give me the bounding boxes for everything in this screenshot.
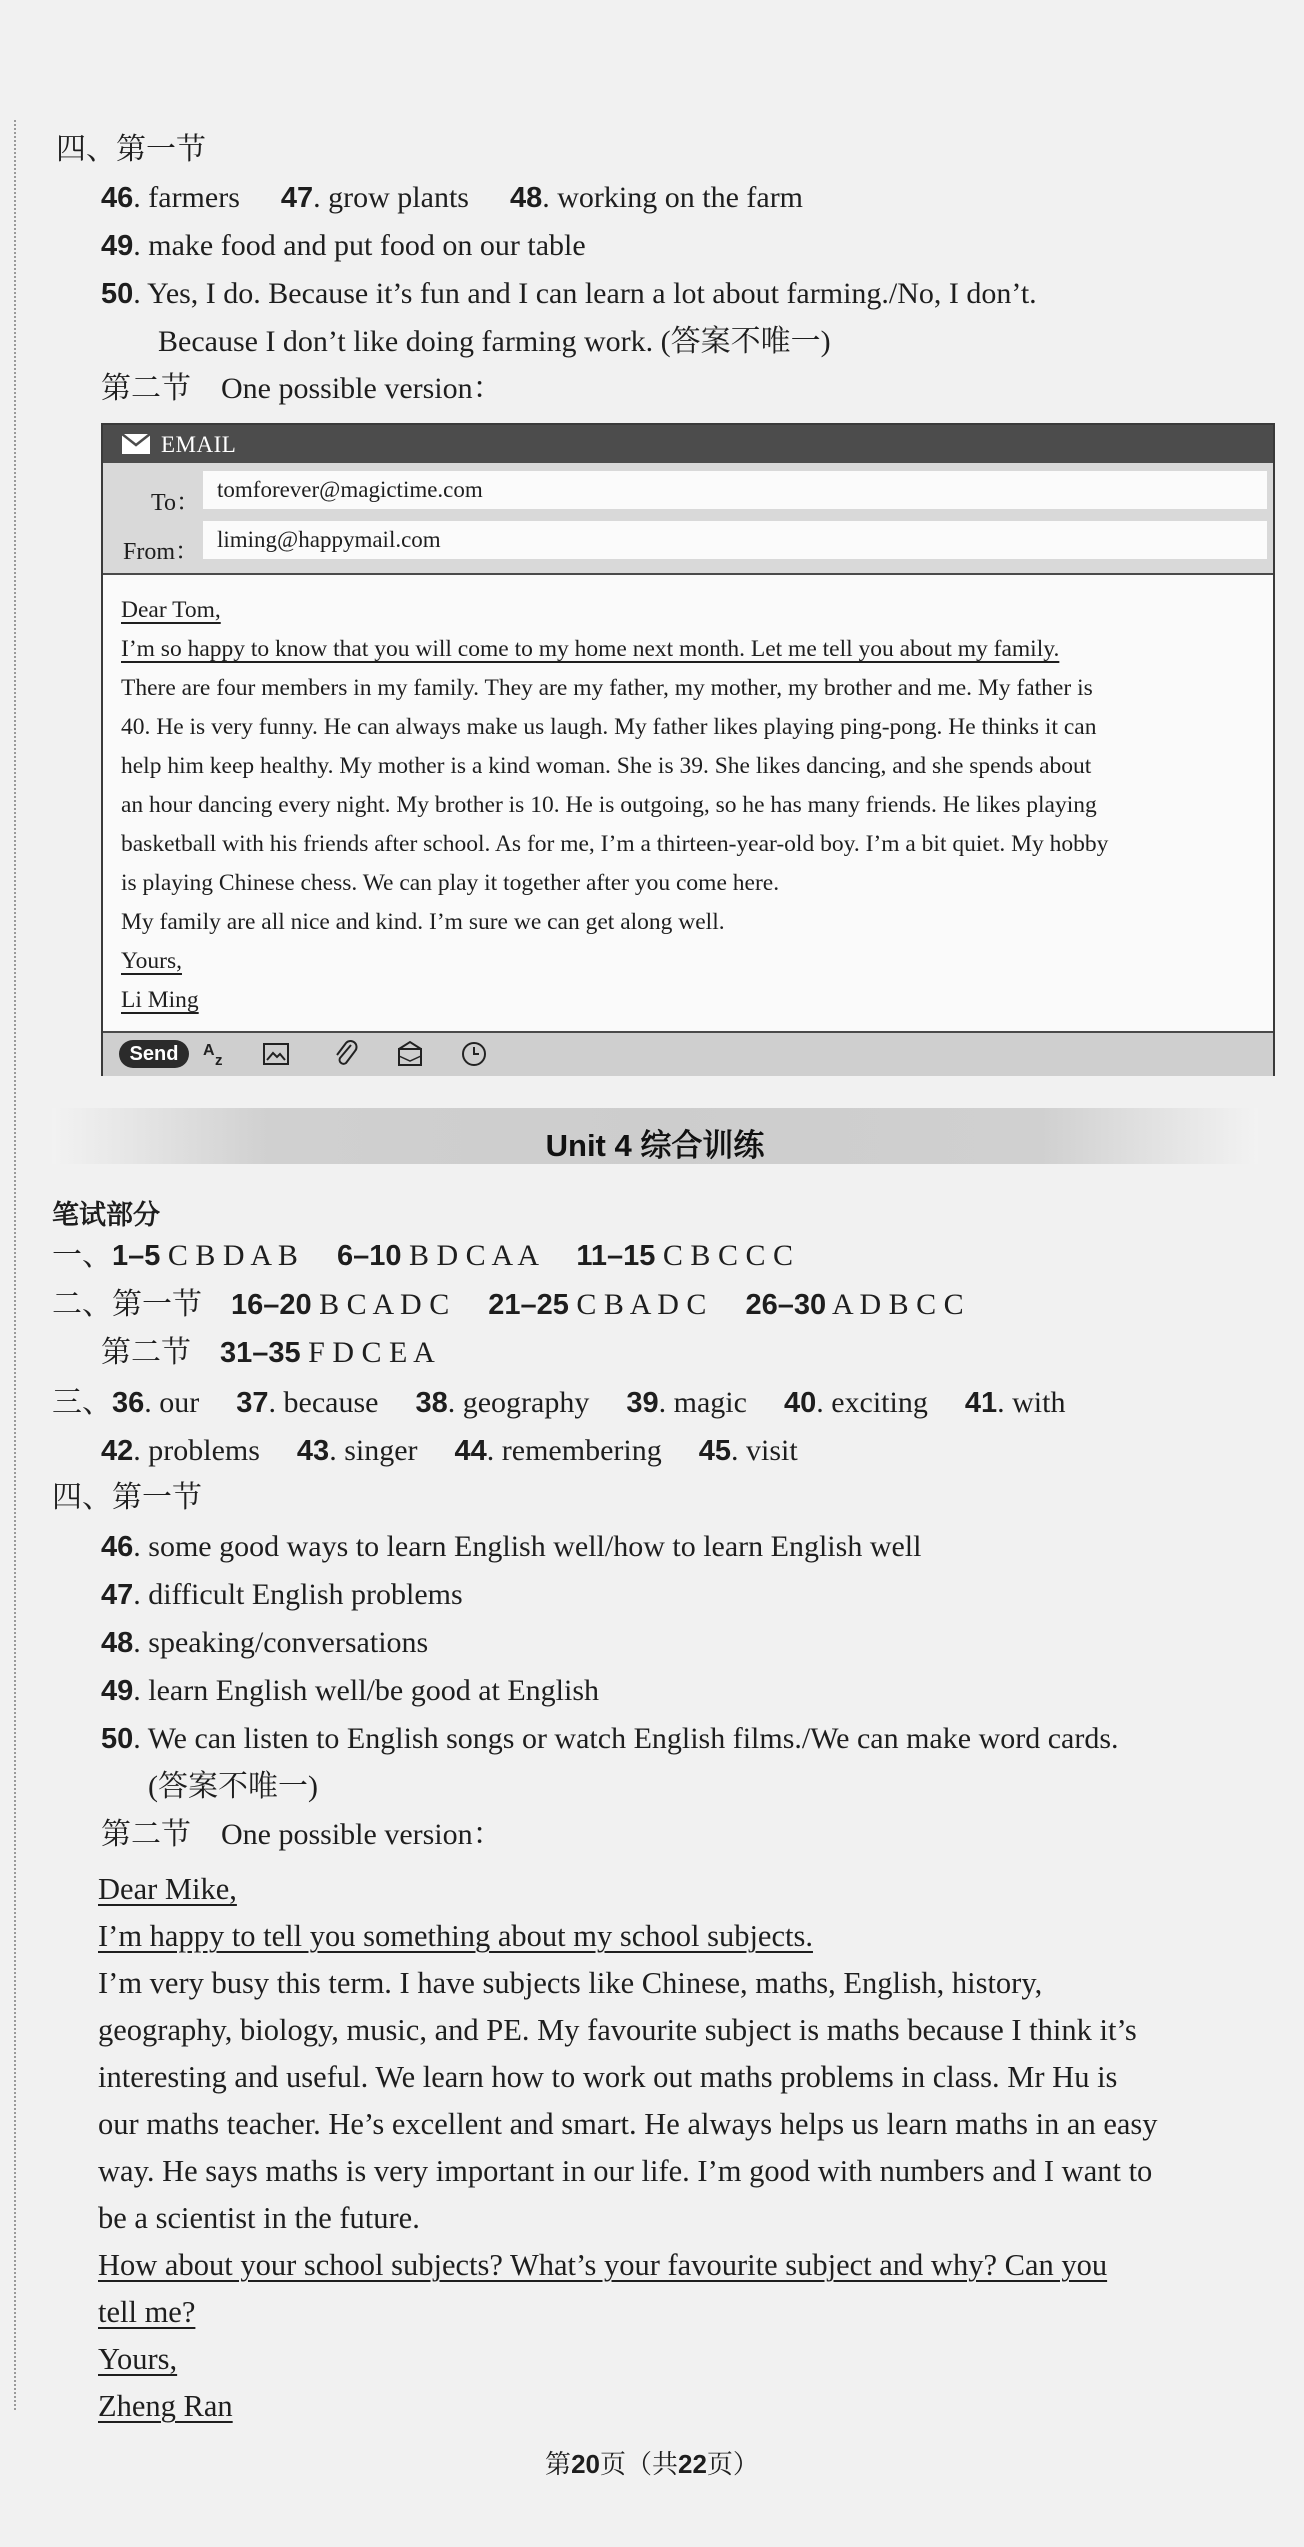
letter-body-line: our maths teacher. He’s excellent and smart. He always helps us learn maths in an easy xyxy=(98,2107,1158,2141)
page-label: 页） xyxy=(706,2450,759,2479)
answer-letters: F D C E A xyxy=(308,1336,435,1369)
unit-title: Unit 4 综合训练 xyxy=(545,1128,765,1163)
answer-text: difficult English problems xyxy=(148,1578,463,1611)
answer-text: Yes, I do. Because it’s fun and I can learn a lot about farming./No, I don’t. xyxy=(147,277,1037,310)
answer-text: make food and put food on our table xyxy=(148,229,586,262)
question-range: 21–25 xyxy=(488,1289,569,1321)
answer-letters: B D C A A xyxy=(408,1239,538,1272)
answer-text: problems xyxy=(148,1434,260,1467)
email-address-fields xyxy=(103,463,1273,573)
from-label: From： xyxy=(123,539,200,565)
binding-margin-dotted-line xyxy=(14,120,16,2410)
email-divider xyxy=(103,573,1273,575)
email-body-line: basketball with his friends after school. As for me, I’m a thirteen-year-old boy. I’m a bit quiet. My hobby xyxy=(121,831,1109,857)
section-4-part1-heading: 四、第一节 xyxy=(56,133,206,166)
answer-text: singer xyxy=(344,1434,418,1467)
drafts-icon[interactable] xyxy=(395,1039,425,1069)
to-label: To： xyxy=(151,490,200,516)
answer-text: exciting xyxy=(831,1386,928,1419)
question-number: 36 xyxy=(112,1387,145,1419)
section-3-answers-row1: 三、36. our 37. because 38. geography 39. magic 40. exciting 41. with xyxy=(52,1386,1066,1419)
sample-letter xyxy=(98,1866,1158,2430)
email-body-line: 40. He is very funny. He can always make us laugh. My father likes playing ping-pong. He thinks it can xyxy=(121,714,1097,740)
email-body-line: is playing Chinese chess. We can play it together after you come here. xyxy=(121,870,780,896)
letter-body-line: be a scientist in the future. xyxy=(98,2201,420,2235)
question-number: 43 xyxy=(296,1435,330,1467)
email-header-label: EMAIL xyxy=(161,432,237,457)
answer-text: our xyxy=(159,1386,200,1419)
question-number: 50 xyxy=(101,1723,134,1755)
email-body-line: help him keep healthy. My mother is a kind woman. She is 39. She likes dancing, and she spends about xyxy=(121,753,1092,779)
section-1-answers xyxy=(52,1241,793,1271)
letter-opening: I’m happy to tell you something about my school subjects. xyxy=(98,1919,813,1953)
question-number: 39 xyxy=(626,1387,659,1419)
letter-body-line: geography, biology, music, and PE. My favourite subject is maths because I think it’s xyxy=(98,2013,1137,2047)
answer-row-49: 49. make food and put food on our table xyxy=(101,229,586,262)
email-body-line: My family are all nice and kind. I’m sure we can get along well. xyxy=(121,909,725,935)
clock-icon[interactable] xyxy=(459,1039,489,1069)
answer-row-50-line1: 50. Yes, I do. Because it’s fun and I can learn a lot about farming./No, I don’t. xyxy=(101,277,1037,310)
answer-text: speaking/conversations xyxy=(148,1626,429,1659)
email-toolbar xyxy=(103,1031,1273,1076)
section-4-part1-heading: 四、第一节 xyxy=(52,1481,202,1514)
section-3-answers-row2: 42. problems 43. singer 44. remembering 45. visit xyxy=(101,1434,798,1467)
total-pages: 22 xyxy=(678,2449,707,2479)
question-number: 37 xyxy=(236,1387,269,1419)
question-number: 47 xyxy=(280,182,314,214)
answer-letters: A D B C C xyxy=(831,1288,964,1321)
question-number: 48 xyxy=(101,1627,134,1659)
email-body-line: an hour dancing every night. My brother is 10. He is outgoing, so he has many friends. He likes playing xyxy=(121,792,1097,818)
answer-text: working on the farm xyxy=(557,181,804,214)
email-greeting: Dear Tom, xyxy=(121,597,221,623)
answer-text: magic xyxy=(673,1386,747,1419)
question-range: 26–30 xyxy=(745,1289,827,1321)
answer-text: We can listen to English songs or watch English films./We can make word cards. xyxy=(147,1722,1119,1755)
section-label: 第二节 xyxy=(101,1336,191,1369)
answer-row-46-48: 46. farmers 47. grow plants 48. working on the farm xyxy=(101,181,804,214)
answer-row-47: 47. difficult English problems xyxy=(101,1578,463,1611)
section-label: 一、 xyxy=(52,1239,112,1272)
letter-greeting: Dear Mike, xyxy=(98,1872,237,1906)
letter-body-line: I’m very busy this term. I have subjects like Chinese, maths, English, history, xyxy=(98,1966,1043,2000)
question-number: 47 xyxy=(101,1579,134,1611)
question-number: 44 xyxy=(454,1435,487,1467)
question-number: 40 xyxy=(783,1387,817,1419)
email-body-line: There are four members in my family. They are my father, my mother, my brother and me. My father is xyxy=(121,675,1093,701)
letter-signature: Zheng Ran xyxy=(98,2389,233,2423)
letter-question: How about your school subjects? What’s your favourite subject and why? Can you xyxy=(98,2248,1108,2282)
answer-text: learn English well/be good at English xyxy=(148,1674,600,1707)
email-window xyxy=(101,423,1275,1076)
email-closing: Yours, xyxy=(121,948,182,974)
question-range: 11–15 xyxy=(576,1240,656,1272)
email-signature: Li Ming xyxy=(121,987,199,1013)
page-number xyxy=(0,2444,1304,2481)
answer-row-50: 50. We can listen to English songs or watch English films./We can make word cards. xyxy=(101,1722,1119,1755)
answer-text: remembering xyxy=(501,1434,662,1467)
part2-heading: 第二节 One possible version： xyxy=(101,372,503,405)
answer-letters: C B C C C xyxy=(662,1239,793,1272)
question-range: 6–10 xyxy=(336,1240,402,1272)
section-label: 三、 xyxy=(52,1386,112,1419)
written-part-heading: 笔试部分 xyxy=(52,1200,160,1231)
email-header xyxy=(103,425,1273,463)
current-page: 20 xyxy=(571,2449,600,2479)
text-format-icon[interactable] xyxy=(201,1039,231,1069)
question-range: 1–5 xyxy=(112,1240,161,1272)
letter-closing: Yours, xyxy=(98,2342,178,2376)
attachment-icon[interactable] xyxy=(331,1039,361,1069)
page-label: 页（共 xyxy=(599,2450,678,2479)
letter-body-line: interesting and useful. We learn how to work out maths problems in class. Mr Hu is xyxy=(98,2060,1118,2094)
email-body[interactable] xyxy=(121,591,1108,1020)
answer-letters: B C A D C xyxy=(319,1288,450,1321)
answer-text: visit xyxy=(745,1434,798,1467)
question-number: 50 xyxy=(101,278,134,310)
unit-title-banner xyxy=(52,1108,1258,1164)
answer-row-50-line2: Because I don’t like doing farming work. (答案不唯一) xyxy=(158,325,831,358)
letter-body-line: way. He says maths is very important in our life. I’m good with numbers and I want to xyxy=(98,2154,1153,2188)
answer-50-note: (答案不唯一) xyxy=(148,1770,318,1803)
answer-letters: C B A D C xyxy=(576,1288,707,1321)
section-2-part2-answers xyxy=(101,1338,435,1368)
question-number: 42 xyxy=(101,1435,134,1467)
question-number: 45 xyxy=(698,1435,731,1467)
part2-heading: 第二节 One possible version： xyxy=(101,1818,503,1851)
question-range: 31–35 xyxy=(220,1337,301,1369)
answer-text: some good ways to learn English well/how to learn English well xyxy=(148,1530,922,1563)
question-number: 41 xyxy=(964,1387,998,1419)
question-range: 16–20 xyxy=(231,1289,312,1321)
answer-row-49: 49. learn English well/be good at English xyxy=(101,1674,600,1707)
question-number: 46 xyxy=(101,1531,134,1563)
answer-text: grow plants xyxy=(328,181,469,214)
question-number: 38 xyxy=(415,1387,448,1419)
answer-letters: C B D A B xyxy=(167,1239,298,1272)
image-icon[interactable] xyxy=(261,1041,291,1067)
from-field[interactable]: liming@happymail.com xyxy=(203,521,1267,559)
email-opening: I’m so happy to know that you will come to my home next month. Let me tell you about my family. xyxy=(121,636,1060,662)
section-label: 二、第一节 xyxy=(52,1288,202,1321)
page-label: 第 xyxy=(545,2450,572,2479)
answer-row-48: 48. speaking/conversations xyxy=(101,1626,429,1659)
envelope-icon xyxy=(121,433,151,455)
answer-text: geography xyxy=(462,1386,590,1419)
send-button[interactable]: Send xyxy=(119,1040,189,1068)
question-number: 48 xyxy=(509,182,543,214)
section-2-part1-answers xyxy=(52,1290,964,1320)
to-field[interactable]: tomforever@magictime.com xyxy=(203,471,1267,509)
answer-text: because xyxy=(283,1386,379,1419)
answer-text: farmers xyxy=(148,181,240,214)
question-number: 49 xyxy=(101,1675,134,1707)
answer-row-46: 46. some good ways to learn English well/how to learn English well xyxy=(101,1530,922,1563)
letter-question: tell me? xyxy=(98,2295,196,2329)
question-number: 49 xyxy=(101,230,134,262)
svg-text:z: z xyxy=(215,1052,223,1069)
svg-text:A: A xyxy=(203,1042,215,1059)
question-number: 46 xyxy=(101,182,134,214)
answer-text: with xyxy=(1012,1386,1066,1419)
